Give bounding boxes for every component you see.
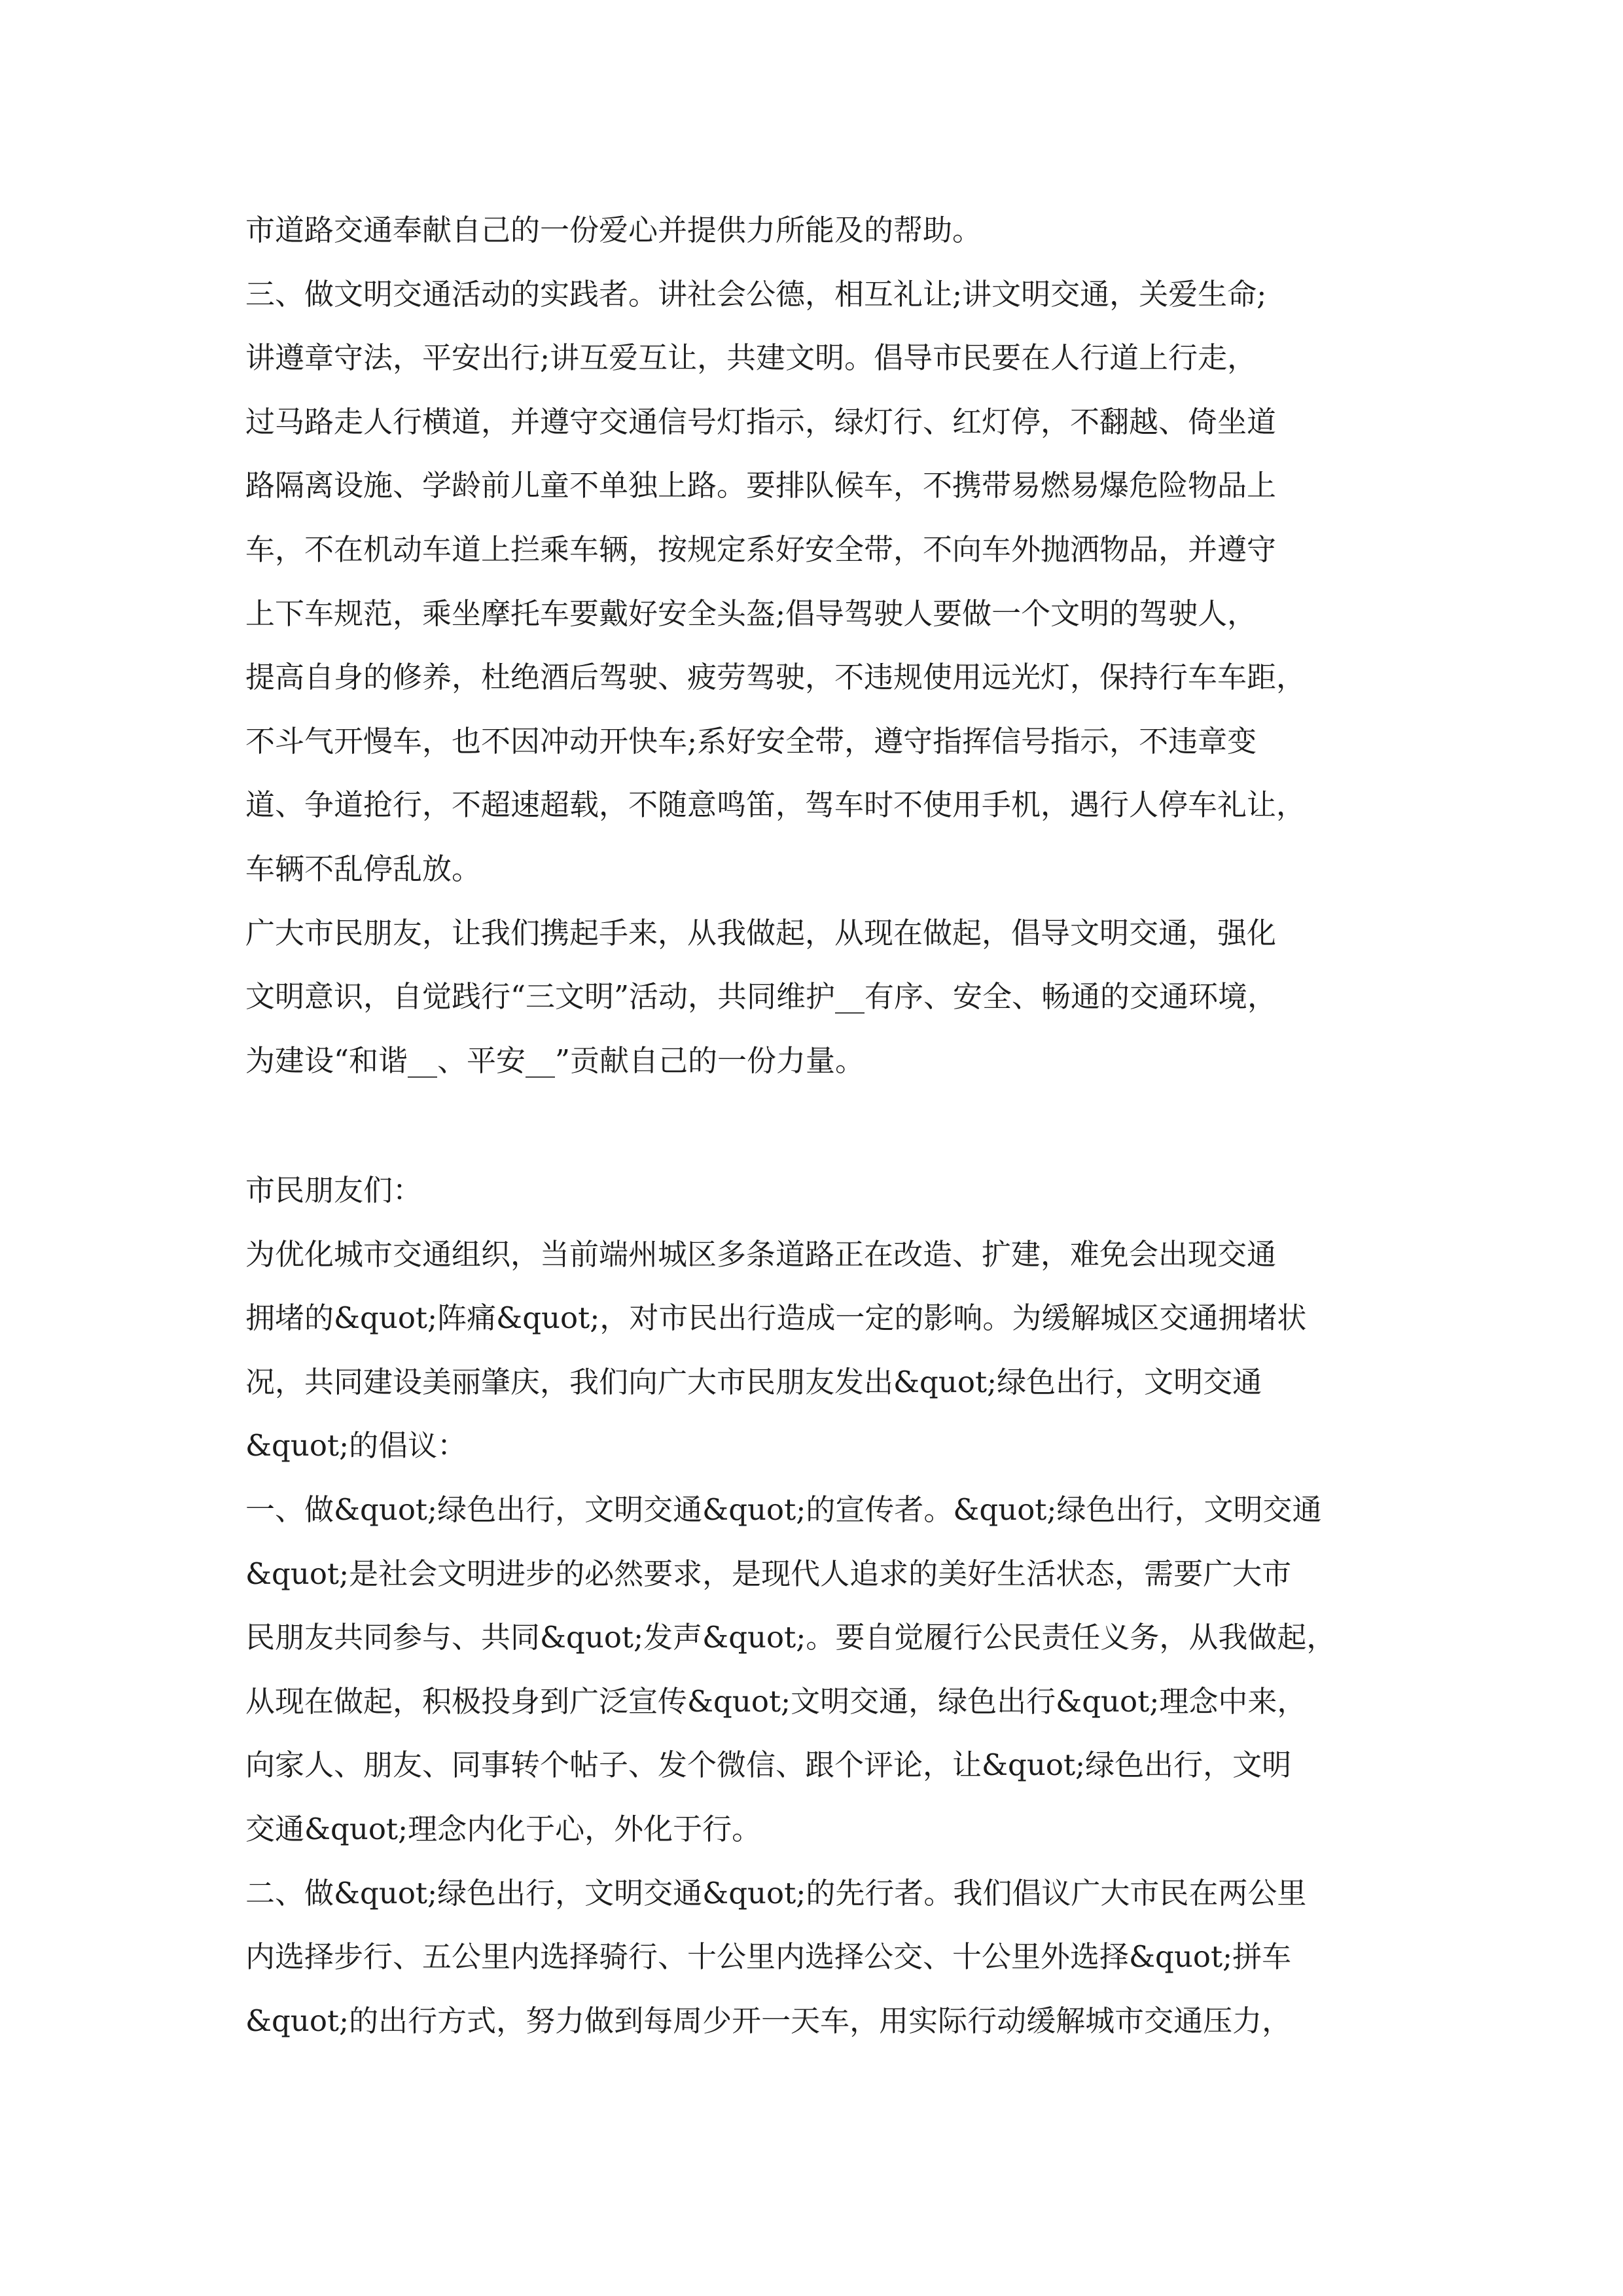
text-line: 为优化城市交通组织，当前端州城区多条道路正在改造、扩建，难免会出现交通 [245,1236,1277,1272]
text-line: 内选择步行、五公里内选择骑行、十公里内选择公交、十公里外选择&quot;拼车 [245,1939,1292,1975]
text-line: 车，不在机动车道上拦乘车辆，按规定系好安全带，不向车外抛洒物品，并遵守 [245,531,1277,567]
text-line: 提高自身的修养，杜绝酒后驾驶、疲劳驾驶，不违规使用远光灯，保持行车车距， [245,660,1306,695]
text-line: 三、做文明交通活动的实践者。讲社会公德，相互礼让;讲文明交通，关爱生命; [245,276,1267,312]
text-line: 讲遵章守法，平安出行;讲互爱互让，共建文明。倡导市民要在人行道上行走， [245,340,1257,376]
text-line: 一、做&quot;绿色出行，文明交通&quot;的宣传者。&quot;绿色出行，文明交通 [245,1492,1322,1527]
text-line: 交通&quot;理念内化于心，外化于行。 [245,1811,762,1846]
text-line: 广大市民朋友，让我们携起手来，从我做起，从现在做起，倡导文明交通，强化 [245,915,1277,950]
text-line: 向家人、朋友、同事转个帖子、发个微信、跟个评论，让&quot;绿色出行，文明 [245,1748,1292,1783]
text-line: 道、争道抢行，不超速超载，不随意鸣笛，驾车时不使用手机，遇行人停车礼让， [245,787,1306,823]
text-block-upper [245,198,1384,1092]
text-line: 市道路交通奉献自己的一份爱心并提供力所能及的帮助。 [245,213,982,247]
text-line: 拥堵的&quot;阵痛&quot;，对市民出行造成一定的影响。为缓解城区交通拥堵状 [245,1300,1307,1336]
text-line: 况，共同建设美丽肇庆，我们向广大市民朋友发出&quot;绿色出行，文明交通 [245,1364,1262,1399]
text-line: 民朋友共同参与、共同&quot;发声&quot;。要自觉履行公民责任义务，从我做起， [245,1620,1336,1655]
text-line: 不斗气开慢车，也不因冲动开快车;系好安全带，遵守指挥信号指示，不违章变 [245,723,1257,759]
text-line: 路隔离设施、学龄前儿童不单独上路。要排队候车，不携带易燃易爆危险物品上 [245,468,1277,503]
text-line: 为建设“和谐__、平安__”贡献自己的一份力量。 [245,1043,865,1078]
text-line: &quot;是社会文明进步的必然要求，是现代人追求的美好生活状态，需要广大市 [245,1556,1292,1591]
text-line: 车辆不乱停乱放。 [245,851,482,886]
text-line: &quot;的倡议： [245,1428,467,1463]
text-line: &quot;的出行方式，努力做到每周少开一天车，用实际行动缓解城市交通压力， [245,2003,1292,2038]
salutation: 市民朋友们： [245,1173,423,1208]
text-line: 过马路走人行横道，并遵守交通信号灯指示，绿灯行、红灯停，不翻越、倚坐道 [245,404,1277,439]
text-line: 上下车规范，乘坐摩托车要戴好安全头盔;倡导驾驶人要做一个文明的驾驶人， [245,596,1257,631]
text-block-lower [245,1158,1384,2053]
text-line: 文明意识，自觉践行“三文明”活动，共同维护__有序、安全、畅通的交通环境， [245,979,1277,1014]
text-line: 二、做&quot;绿色出行，文明交通&quot;的先行者。我们倡议广大市民在两公里 [245,1875,1307,1910]
text-line: 从现在做起，积极投身到广泛宣传&quot;文明交通，绿色出行&quot;理念中来， [245,1683,1307,1719]
